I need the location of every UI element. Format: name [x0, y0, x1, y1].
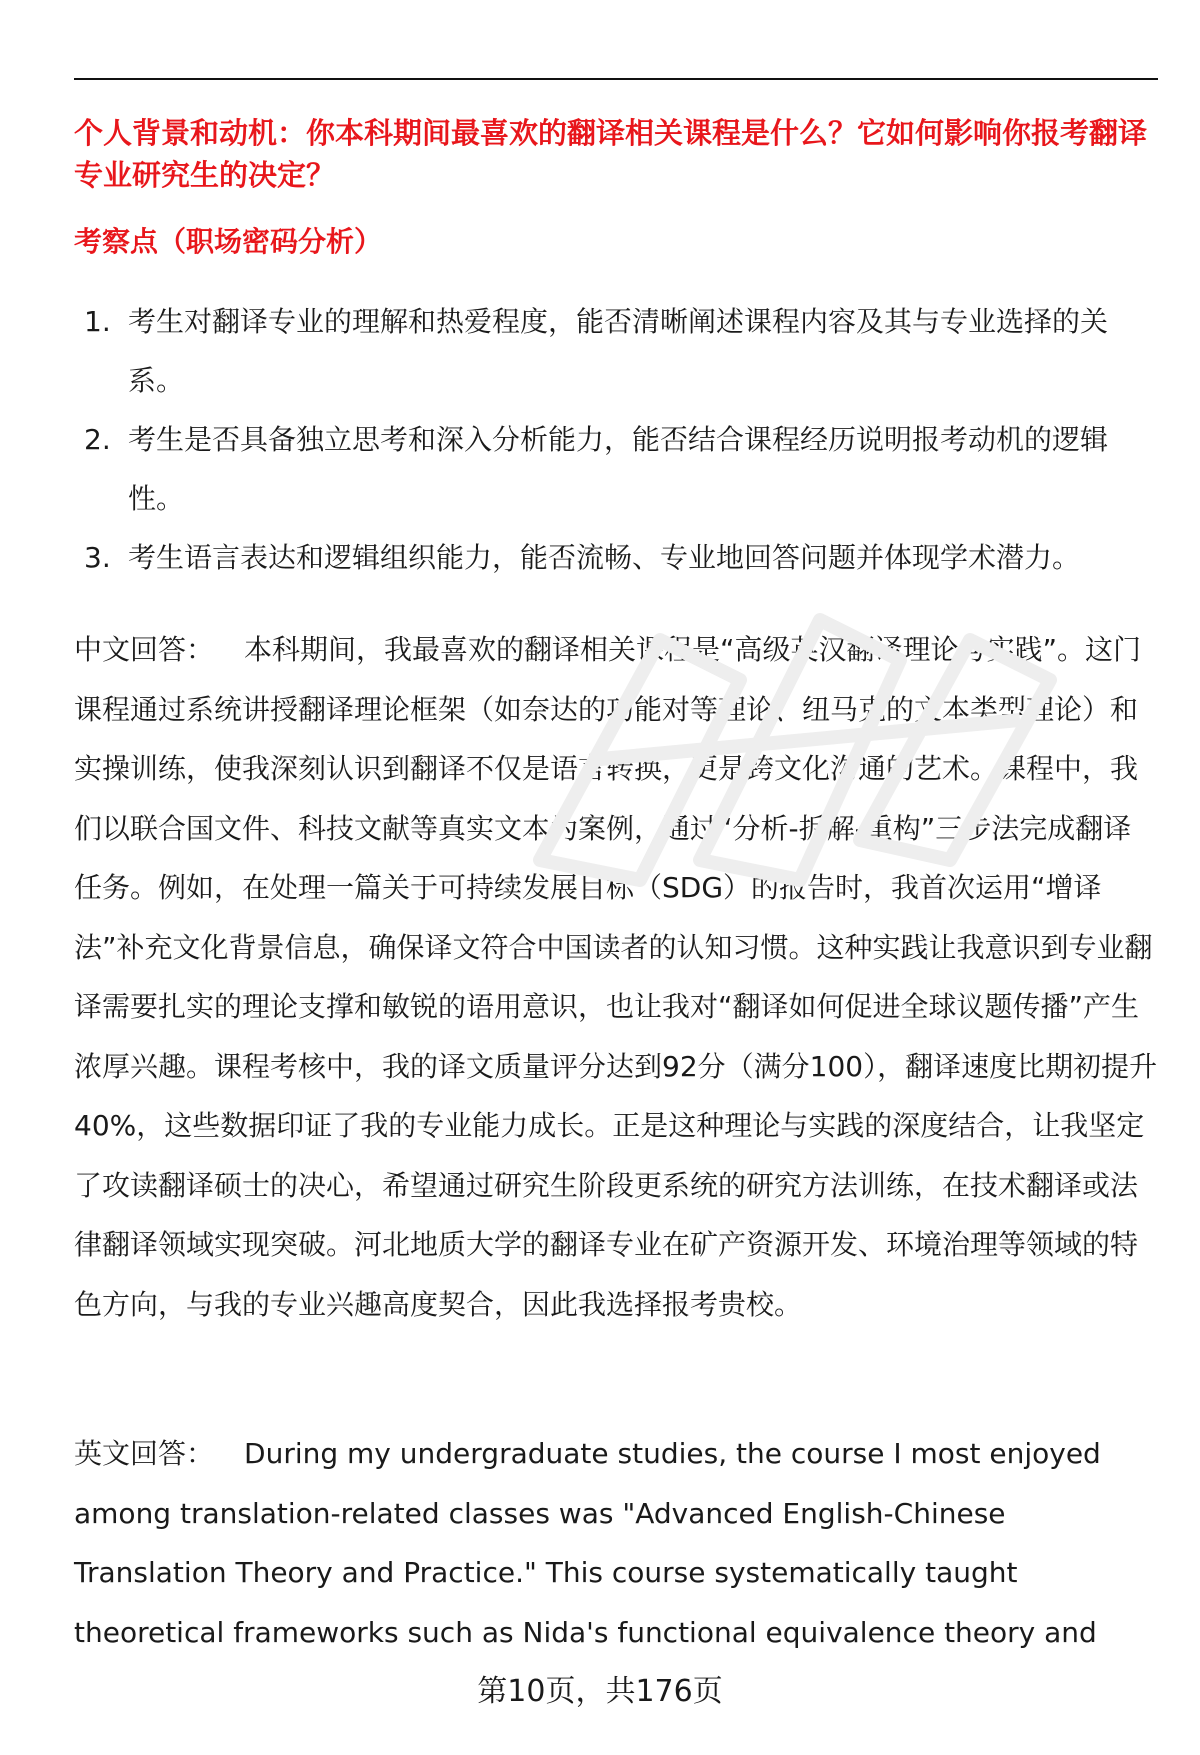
assessment-points-list [74, 292, 1158, 587]
list-item-number: 3. [84, 541, 111, 574]
english-answer [74, 1424, 1158, 1662]
list-item [74, 528, 1158, 587]
list-item-number: 2. [84, 423, 111, 456]
list-item-text: 考生是否具备独立思考和深入分析能力，能否结合课程经历说明报考动机的逻辑性。 [128, 423, 1109, 515]
list-item [74, 292, 1158, 410]
list-item [74, 410, 1158, 528]
chinese-answer-text: 本科期间，我最喜欢的翻译相关课程是“高级英汉翻译理论与实践”。这门课程通过系统讲授翻译理论框架（如奈达的功能对等理论、纽马克的文本类型理论）和实操训练，使我深刻认识到翻译不仅是语言转换，更是跨文化沟通的艺术。课程中，我们以联合国文件、科技文献等真实文本为案例，通过“分析-拆解-重构”三步法完成翻译任务。例如，在处理一篇关于可持续发展目标（SDG）的报告时，我首次运用“增译法”补充文化背景信息，确保译文符合中国读者的认知习惯。这种实践让我意识到专业翻译需要扎实的理论支撑和敏锐的语用意识，也让我对“翻译如何促进全球议题传播”产生浓厚兴趣。课程考核中，我的译文质量评分达到92分（满分100），翻译速度比期初提升40%，这些数据印证了我的专业能力成长。正是这种理论与实践的深度结合，让我坚定了攻读翻译硕士的决心，希望通过研究生阶段更系统的研究方法训练，在技术翻译或法律翻译领域实现突破。河北地质大学的翻译专业在矿产资源开发、环境治理等领域的特色方向，与我的专业兴趣高度契合，因此我选择报考贵校。 [74, 633, 1158, 1321]
chinese-answer-label: 中文回答： [74, 633, 215, 666]
top-divider [74, 78, 1158, 80]
chinese-answer [74, 620, 1158, 1334]
page-number: 第10页，共176页 [477, 1674, 723, 1709]
english-answer-label: 英文回答： [74, 1437, 215, 1470]
question-title: 个人背景和动机：你本科期间最喜欢的翻译相关课程是什么？它如何影响你报考翻译专业研究生的决定？ [74, 116, 1148, 192]
english-answer-text: During my undergraduate studies, the course I most enjoyed among translation-related classes was "Advanced English-Chinese Translation Theory and Practice." This course systematically taught theoretical frameworks such as Nida's functional equivalence theory and [74, 1437, 1101, 1649]
list-item-number: 1. [84, 305, 111, 338]
list-item-text: 考生对翻译专业的理解和热爱程度，能否清晰阐述课程内容及其与专业选择的关系。 [128, 305, 1109, 397]
section-heading: 考察点（职场密码分析） [74, 225, 383, 258]
list-item-text: 考生语言表达和逻辑组织能力，能否流畅、专业地回答问题并体现学术潜力。 [128, 541, 1081, 574]
